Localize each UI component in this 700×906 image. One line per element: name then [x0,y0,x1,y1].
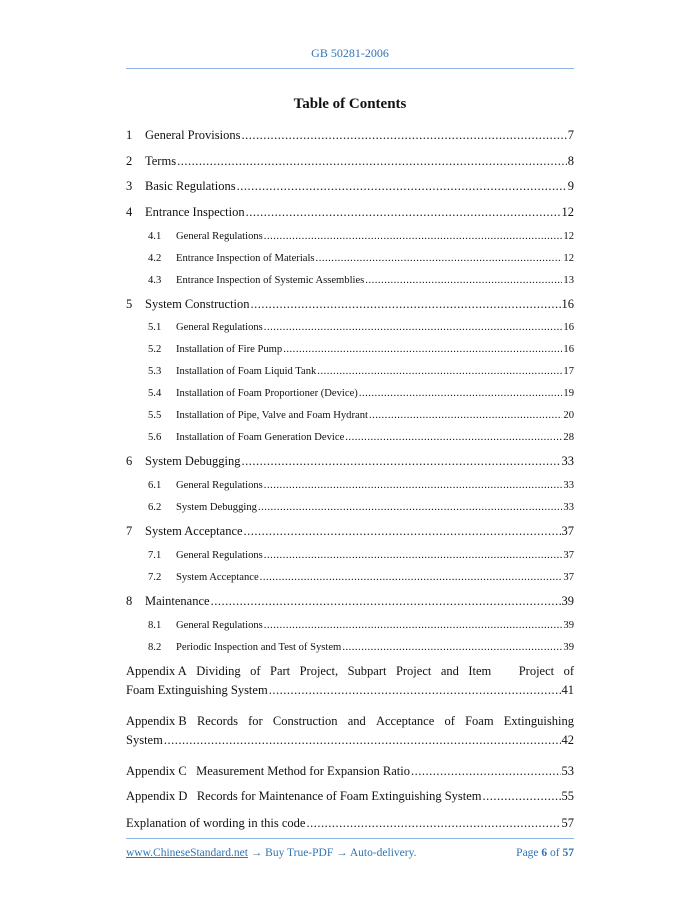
section-number: 8 [126,593,133,608]
section-title: Entrance Inspection [145,205,245,220]
appendix-a-word: Subpart [347,663,387,678]
section-title: Installation of Pipe, Valve and Foam Hydrant [176,410,368,422]
dot-leader [251,297,561,312]
page-number: 39 [563,619,574,631]
dot-leader [483,789,561,804]
page-number: 16 [561,296,574,311]
section-title: General Regulations [176,480,263,492]
dot-leader [241,454,560,469]
dot-leader [258,502,562,513]
section-title: Maintenance [145,593,210,608]
appendix-b-line2 [126,733,574,758]
page-number: 42 [561,732,574,747]
appendix-b-word: Construction [272,713,338,728]
section-number: 6.1 [148,480,162,492]
toc-entry-appendix-c[interactable] [126,764,574,790]
page-number: 12 [561,205,574,220]
footer-divider [126,838,574,839]
dot-leader [264,620,563,631]
toc-list [126,128,574,664]
appendix-b-word: Records [196,713,238,728]
toc-entry-appendix-b[interactable] [126,714,574,758]
dot-leader [264,322,563,333]
page-number: 17 [563,366,574,378]
section-title: System Construction [145,296,250,311]
toc-entry[interactable] [126,620,574,642]
page-number: 33 [563,480,574,492]
section-number: 4.2 [148,252,162,264]
section-number: 8.2 [148,641,162,653]
toc-entry[interactable] [126,253,574,275]
page-number: 16 [563,322,574,334]
explanation-label: Explanation of wording in this code [126,816,306,831]
dot-leader [317,366,562,377]
section-number: 2 [126,153,133,168]
appendix-c-label: Appendix C Measurement Method for Expansion Ratio [126,763,410,778]
appendix-a-word: of [563,663,574,678]
section-title: Installation of Foam Proportioner (Device) [176,388,358,400]
appendix-b-word: for [248,713,263,728]
section-title: Installation of Foam Liquid Tank [176,366,317,378]
section-title: Basic Regulations [145,179,236,194]
toc-entry[interactable] [126,410,574,432]
dot-leader [244,524,561,539]
footer-left [126,847,416,859]
page-number: 37 [563,571,574,583]
appendix-a-word: of [250,663,261,678]
section-number: 8.1 [148,619,162,631]
page-number: 41 [561,682,574,697]
toc-entry[interactable] [126,322,574,344]
appendix-a-word: Project, [299,663,339,678]
page-number: 53 [561,763,574,778]
dot-leader [359,388,563,399]
section-title: Periodic Inspection and Test of System [176,641,342,653]
section-number: 5.2 [148,344,162,356]
section-title: Entrance Inspection of Systemic Assemblies [176,274,365,286]
current-page: 6 [541,847,548,859]
toc-entry[interactable] [126,572,574,594]
section-number: 7.1 [148,549,162,561]
page-number: 37 [561,524,574,539]
section-title: Terms [145,153,177,168]
dot-leader [177,154,567,169]
section-number: 6.2 [148,502,162,514]
section-number: 6 [126,454,133,469]
dot-leader [260,572,563,583]
appendix-a-line2 [126,683,574,708]
page-footer [126,847,574,859]
toc-entry[interactable] [126,454,574,480]
toc-entry[interactable] [126,231,574,253]
toc-entry[interactable] [126,594,574,620]
section-number: 5.1 [148,322,162,334]
section-title: General Regulations [176,549,263,561]
section-title: System Debugging [145,454,241,469]
toc-entry[interactable] [126,344,574,366]
toc-entry[interactable] [126,275,574,297]
running-header: GB 50281-2006 [311,46,389,60]
toc-entry[interactable] [126,502,574,524]
appendix-b-word: and [347,713,366,728]
appendix-b-word: Extinguishing [503,713,574,728]
page-number: 12 [563,230,574,242]
page-number: 12 [563,252,574,264]
section-number: 4.3 [148,274,162,286]
appendix-a-label: Foam Extinguishing System [126,682,268,697]
section-title: Entrance Inspection of Materials [176,252,315,264]
appendix-a-word: Item [468,663,492,678]
toc-entry[interactable] [126,524,574,550]
section-title: Installation of Foam Generation Device [176,432,345,444]
toc-entry[interactable] [126,432,574,454]
dot-leader [306,816,560,831]
dot-leader [411,764,561,779]
section-title: General Regulations [176,230,263,242]
appendix-a-word: Part [270,663,291,678]
page-indicator [516,847,574,859]
appendix-a-word: Dividing [196,663,241,678]
dot-leader [264,231,563,242]
toc-entry-appendix-a[interactable] [126,664,574,708]
section-title: General Regulations [176,322,263,334]
section-number: 5.4 [148,388,162,400]
page-number: 39 [561,593,574,608]
page-number: 57 [561,816,574,831]
page-number: 9 [567,179,574,194]
toc-entry[interactable] [126,297,574,323]
page-number: 7 [567,128,574,142]
dot-leader [264,480,563,491]
header-divider [126,68,574,69]
section-number: 5.5 [148,410,162,422]
section-number: 5.6 [148,432,162,444]
section-title: General Regulations [176,619,263,631]
section-title: General Provisions [145,128,241,142]
page-of: of [550,847,560,859]
page-number: 55 [561,789,574,804]
appendix-a-word: and [440,663,459,678]
dot-leader [211,594,561,609]
website-link[interactable]: www.ChineseStandard.net [126,847,248,859]
dot-leader [237,179,567,194]
dot-leader [241,128,566,143]
appendix-list [126,664,574,842]
appendix-b-word: Foam [465,713,494,728]
section-number: 4.1 [148,230,162,242]
toc-entry[interactable] [126,128,574,154]
section-number: 4 [126,205,133,220]
appendix-a-line1 [126,664,574,683]
appendix-b-word: of [444,713,455,728]
page-number: 13 [563,274,574,286]
toc-entry[interactable] [126,179,574,205]
appendix-b-label: System [126,732,163,747]
page-number: 39 [563,641,574,653]
page-number: 16 [563,344,574,356]
dot-leader [269,683,561,698]
toc-entry[interactable] [126,205,574,231]
page-number: 28 [563,432,574,444]
toc-entry[interactable] [126,550,574,572]
section-number: 5 [126,296,133,311]
appendix-a-word: Appendix A [126,663,187,678]
appendix-d-label: Appendix D Records for Maintenance of Foam Extinguishing System [126,789,482,804]
dot-leader [264,550,563,561]
dot-leader [316,253,563,264]
appendix-b-word: Appendix B [126,713,187,728]
section-title: System Debugging [176,502,257,514]
section-number: 7 [126,524,133,539]
page-number: 8 [567,153,574,168]
dot-leader [283,344,562,355]
page-prefix: Page [516,847,539,859]
section-number: 5.3 [148,366,162,378]
total-pages: 57 [562,847,574,859]
appendix-b-word: Acceptance [375,713,435,728]
section-title: System Acceptance [176,571,259,583]
toc-entry[interactable] [126,480,574,502]
toc-entry[interactable] [126,642,574,664]
dot-leader [365,275,562,286]
appendix-b-line1 [126,714,574,733]
page-number: 33 [561,454,574,469]
toc-entry[interactable] [126,388,574,410]
section-title: Installation of Fire Pump [176,344,283,356]
page-number: 20 [563,410,574,422]
page-number: 19 [563,388,574,400]
page-number: 37 [563,549,574,561]
page-title: Table of Contents [293,96,407,112]
section-number: 3 [126,179,133,194]
dot-leader [246,205,561,220]
page-number: 33 [563,502,574,514]
toc-entry[interactable] [126,154,574,180]
section-title: System Acceptance [145,524,243,539]
toc-entry-appendix-d[interactable] [126,789,574,816]
appendix-a-word: Project [518,663,555,678]
section-number: 1 [126,128,133,142]
dot-leader [345,432,562,443]
dot-leader [342,642,562,653]
dot-leader [369,410,562,421]
table-of-contents [126,128,574,842]
appendix-a-word: Project [395,663,432,678]
section-number: 7.2 [148,571,162,583]
toc-entry[interactable] [126,366,574,388]
promo-text: → Buy True-PDF → Auto-delivery. [250,847,417,859]
dot-leader [164,733,561,748]
